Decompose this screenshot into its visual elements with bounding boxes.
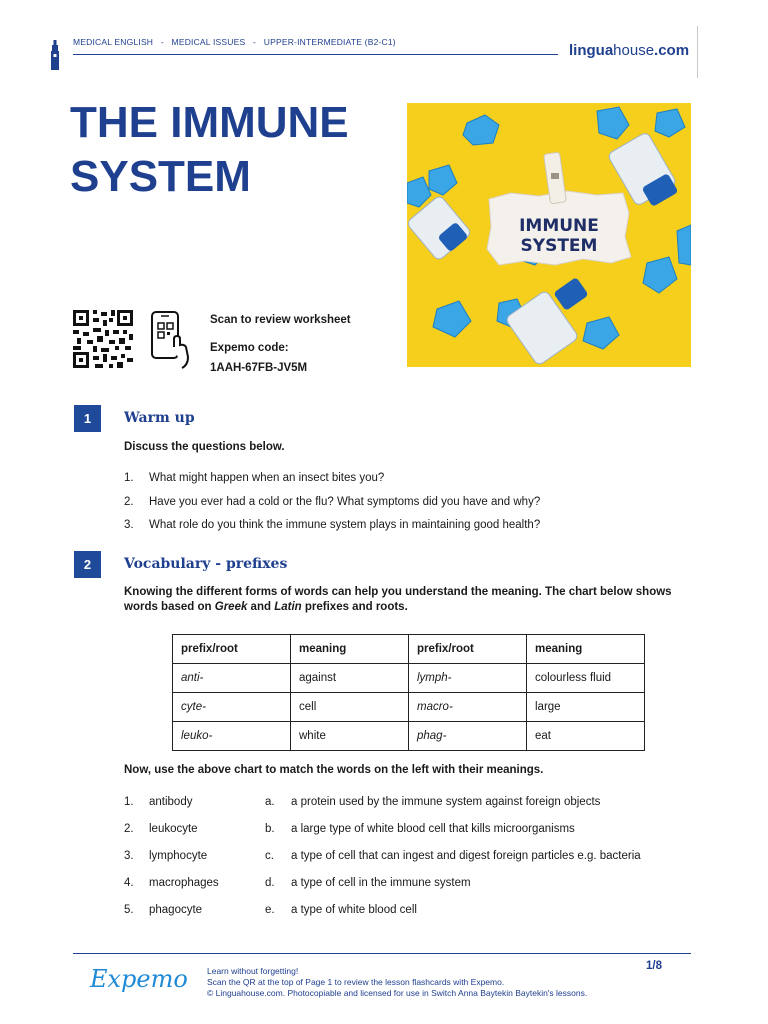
table-cell: cell <box>291 693 409 722</box>
header-vertical-rule <box>697 26 698 78</box>
table-cell: eat <box>527 722 645 751</box>
match-instruction: Now, use the above chart to match the words on the left with their meanings. <box>124 764 544 776</box>
expemo-logo: Expemo <box>90 965 188 993</box>
table-cell: phag- <box>417 730 447 742</box>
table-header: prefix/root <box>173 635 291 664</box>
table-cell: white <box>291 722 409 751</box>
table-header-row <box>173 635 645 664</box>
tower-icon <box>50 40 60 70</box>
qr-code-icon[interactable] <box>73 310 133 368</box>
table-header: meaning <box>527 635 645 664</box>
table-cell: lymph- <box>417 672 452 684</box>
table-cell: macro- <box>417 701 453 713</box>
phone-scan-icon <box>150 311 190 369</box>
page-title: THE IMMUNE SYSTEM <box>70 98 349 201</box>
table-cell: cyte- <box>181 701 206 713</box>
linguahouse-logo: linguahouse.com <box>569 42 690 59</box>
table-cell: leuko- <box>181 730 213 742</box>
photo-sign-line1: IMMUNE <box>519 216 599 236</box>
warm-up-questions: 1. What might happen when an insect bites you? 2. Have you ever had a cold or the flu? What symptoms did you have and why? 3. What role do you think the immune system plays in maintaining good health? <box>124 472 541 531</box>
page-number: 1/8 <box>646 960 662 972</box>
scan-instruction: Scan to review worksheet <box>210 314 351 326</box>
footer-divider <box>73 953 691 954</box>
photo-illustration <box>407 103 691 367</box>
table-cell: colourless fluid <box>527 664 645 693</box>
table-header: prefix/root <box>409 635 527 664</box>
table-row <box>173 664 645 693</box>
table-row <box>173 693 645 722</box>
warm-up-instruction: Discuss the questions below. <box>124 441 285 453</box>
section-number-1: 1 <box>74 405 101 432</box>
section-title-warm-up: Warm up <box>124 410 195 426</box>
vocabulary-instruction: Knowing the different forms of words can help you understand the meaning. The chart below shows words based on Greek and Latin prefixes and roots. <box>124 586 672 613</box>
table-header: meaning <box>291 635 409 664</box>
table-cell: anti- <box>181 672 204 684</box>
table-row <box>173 722 645 751</box>
immune-system-photo <box>407 103 691 367</box>
prefix-table <box>172 634 645 751</box>
photo-sign-line2: SYSTEM <box>520 236 598 256</box>
section-number-2: 2 <box>74 551 101 578</box>
table-cell: against <box>291 664 409 693</box>
footer-copyright: © Linguahouse.com. Photocopiable and licensed for use in Switch Anna Baytekin Baytekin's lessons. <box>207 988 588 998</box>
table-cell: large <box>527 693 645 722</box>
expemo-code[interactable]: 1AAH-67FB-JV5M <box>210 362 308 374</box>
section-title-vocabulary: Vocabulary - prefixes <box>124 556 288 572</box>
scan-info <box>210 310 351 378</box>
footer-instruction: Scan the QR at the top of Page 1 to review the lesson flashcards with Expemo. <box>207 977 505 987</box>
footer-tagline: Learn without forgetting! <box>207 966 299 976</box>
header-divider <box>73 54 558 55</box>
breadcrumb: MEDICAL ENGLISH - MEDICAL ISSUES - UPPER-INTERMEDIATE (B2-C1) <box>73 37 396 47</box>
footer-text <box>207 966 587 999</box>
expemo-code-label: Expemo code: <box>210 342 289 354</box>
